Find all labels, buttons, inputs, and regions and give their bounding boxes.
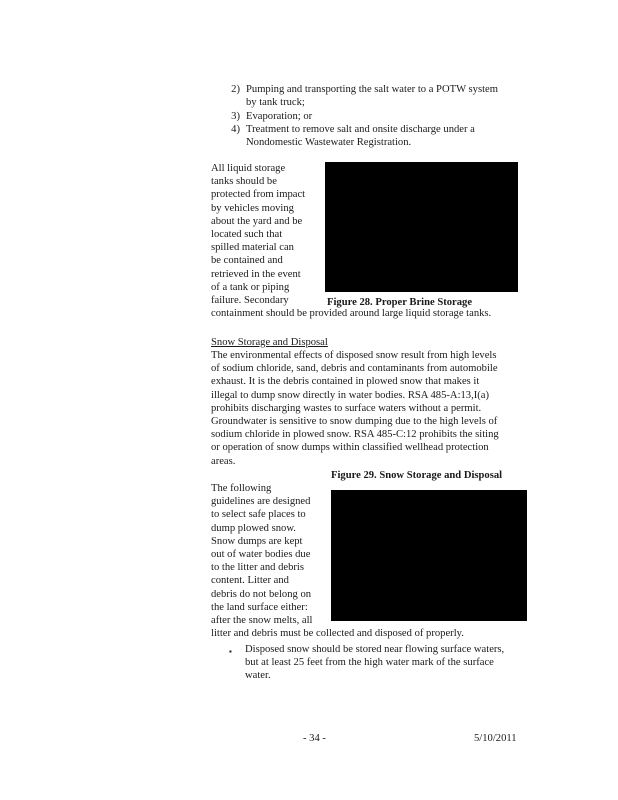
paragraph-line: The environmental effects of disposed snow result from high levels	[211, 350, 497, 361]
figure-29-photo	[331, 490, 527, 621]
paragraph-line: litter and debris must be collected and disposed of properly.	[211, 628, 464, 640]
paragraph-line: The following	[211, 483, 272, 494]
figure-29-caption: Figure 29. Snow Storage and Disposal	[331, 470, 503, 481]
paragraph-line: protected from impact	[211, 189, 306, 201]
paragraph-line: sodium chloride in plowed snow. RSA 485-C:12 prohibits the siting	[211, 429, 499, 441]
paragraph-line: retrieved in the event	[211, 268, 301, 280]
paragraph-line: exhaust. It is the debris contained in plowed snow that makes it	[211, 376, 480, 388]
footer-date: 5/10/2011	[474, 733, 517, 744]
option-line: Nondomestic Wastewater Registration.	[246, 137, 412, 148]
paragraph-line: after the snow melts, all	[211, 615, 313, 627]
paragraph-line: guidelines are designed	[211, 496, 311, 508]
paragraph-line: located such that	[211, 229, 283, 241]
paragraph-line: or operation of snow dumps within classified wellhead protection	[211, 442, 489, 454]
paragraph-line: out of water bodies due	[211, 549, 311, 561]
bullet-line: but at least 25 feet from the high water mark of the surface	[245, 657, 494, 668]
paragraph-line: Groundwater is sensitive to snow dumping due to the high levels of	[211, 416, 498, 428]
page-number: - 34 -	[303, 733, 326, 744]
option-number: 3)	[231, 111, 240, 122]
paragraph-line: of a tank or piping	[211, 281, 290, 293]
paragraph-line: failure. Secondary	[211, 295, 289, 307]
option-number: 4)	[231, 124, 240, 135]
paragraph-line: prohibits discharging wastes to surface waters without a permit.	[211, 402, 482, 414]
paragraph-line: content. Litter and	[211, 575, 289, 587]
paragraph-line: the land surface either:	[211, 601, 308, 613]
paragraph-line: be contained and	[211, 255, 283, 267]
paragraph-line: Snow dumps are kept	[211, 535, 303, 547]
option-line: Pumping and transporting the salt water to a POTW system	[246, 84, 498, 95]
paragraph-line: of sodium chloride, sand, debris and contaminants from automobile	[211, 363, 498, 375]
bullet-line: water.	[245, 670, 271, 681]
section-heading: Snow Storage and Disposal	[211, 337, 328, 348]
paragraph-line: debris do not belong on	[211, 588, 312, 600]
option-number: 2)	[231, 84, 240, 95]
option-line: Evaporation; or	[246, 111, 313, 122]
option-line: by tank truck;	[246, 97, 305, 108]
paragraph-line: illegal to dump snow directly in water bodies. RSA 485-A:13,I(a)	[211, 389, 490, 401]
bullet-line: Disposed snow should be stored near flowing surface waters,	[245, 644, 505, 655]
figure-28-caption: Figure 28. Proper Brine Storage	[327, 297, 473, 308]
paragraph-line: to select safe places to	[211, 509, 306, 521]
snow-paragraph	[211, 349, 499, 468]
paragraph-line: dump plowed snow.	[211, 522, 296, 534]
paragraph-line: to the litter and debris	[211, 562, 304, 574]
paragraph-line: areas.	[211, 455, 236, 467]
option-line: Treatment to remove salt and onsite discharge under a	[246, 124, 475, 135]
paragraph-line: All liquid storage	[211, 163, 286, 174]
paragraph-line: spilled material can	[211, 242, 294, 254]
paragraph-line: containment should be provided around large liquid storage tanks.	[211, 308, 492, 320]
paragraph-line: about the yard and be	[211, 215, 303, 227]
paragraph-line: by vehicles moving	[211, 202, 294, 214]
figure-28-photo	[325, 162, 518, 292]
paragraph-line: tanks should be	[211, 176, 277, 188]
bullet-icon: ▪	[229, 647, 232, 656]
